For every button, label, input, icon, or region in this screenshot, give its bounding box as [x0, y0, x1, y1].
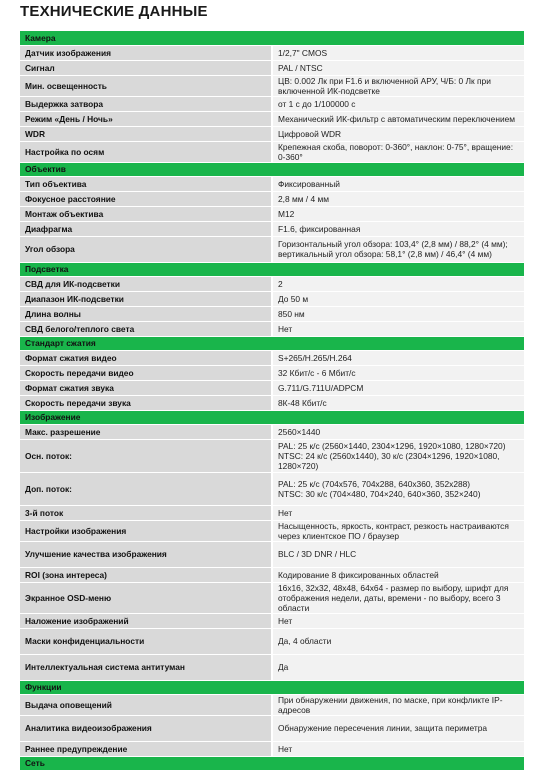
section-header: Подсветка — [20, 262, 524, 276]
spec-key: Настройки изображения — [20, 520, 272, 541]
spec-value: G.711/G.711U/ADPCM — [272, 380, 524, 395]
spec-row — [20, 380, 524, 395]
spec-key: Улучшение качества изображения — [20, 541, 272, 567]
spec-value: ЦВ: 0.002 Лк при F1.6 и включенной АРУ, Ч/Б: 0 Лк при включенной ИК-подсветке — [272, 75, 524, 96]
spec-row — [20, 567, 524, 582]
spec-row — [20, 520, 524, 541]
spec-value: Нет — [272, 321, 524, 336]
spec-row — [20, 75, 524, 96]
spec-value: До 50 м — [272, 291, 524, 306]
spec-value: от 1 с до 1/100000 с — [272, 96, 524, 111]
section-header-row — [20, 336, 524, 350]
spec-row — [20, 111, 524, 126]
spec-key: Интеллектуальная система антитуман — [20, 654, 272, 680]
spec-row — [20, 472, 524, 505]
spec-key: Тип объектива — [20, 176, 272, 191]
spec-row — [20, 321, 524, 336]
section-header: Камера — [20, 31, 524, 45]
spec-value: PAL / NTSC — [272, 60, 524, 75]
spec-row — [20, 45, 524, 60]
spec-table — [20, 31, 524, 771]
section-header-row — [20, 680, 524, 694]
spec-key: Доп. поток: — [20, 472, 272, 505]
spec-row — [20, 306, 524, 321]
spec-row — [20, 236, 524, 262]
spec-row — [20, 96, 524, 111]
spec-row — [20, 613, 524, 628]
spec-key: Монтаж объектива — [20, 206, 272, 221]
spec-key: ROI (зона интереса) — [20, 567, 272, 582]
spec-row — [20, 715, 524, 741]
spec-row — [20, 694, 524, 715]
spec-key: Датчик изображения — [20, 45, 272, 60]
spec-row — [20, 276, 524, 291]
spec-key: Скорость передачи звука — [20, 395, 272, 410]
spec-value: Да, 4 области — [272, 628, 524, 654]
spec-row — [20, 291, 524, 306]
spec-value: F1.6, фиксированная — [272, 221, 524, 236]
spec-row — [20, 60, 524, 75]
section-header-row — [20, 756, 524, 770]
spec-key: СВД для ИК-подсветки — [20, 276, 272, 291]
spec-key: Длина волны — [20, 306, 272, 321]
section-header: Функции — [20, 680, 524, 694]
spec-value: Механический ИК-фильтр с автоматическим переключением — [272, 111, 524, 126]
spec-value: 850 нм — [272, 306, 524, 321]
section-header: Сеть — [20, 756, 524, 770]
spec-row — [20, 350, 524, 365]
spec-key: Формат сжатия видео — [20, 350, 272, 365]
spec-key: Маски конфиденциальности — [20, 628, 272, 654]
spec-row — [20, 541, 524, 567]
spec-value: BLC / 3D DNR / HLC — [272, 541, 524, 567]
spec-value: Крепежная скоба, поворот: 0-360°, наклон: 0-75°, вращение: 0-360° — [272, 141, 524, 162]
page-title: ТЕХНИЧЕСКИЕ ДАННЫЕ — [20, 3, 208, 20]
spec-key: Формат сжатия звука — [20, 380, 272, 395]
section-header: Стандарт сжатия — [20, 336, 524, 350]
spec-key: Выдача оповещений — [20, 694, 272, 715]
spec-key: Режим «День / Ночь» — [20, 111, 272, 126]
spec-key: Экранное OSD-меню — [20, 582, 272, 613]
spec-key: Аналитика видеоизображения — [20, 715, 272, 741]
spec-value: При обнаружении движения, по маске, при конфликте IP-адресов — [272, 694, 524, 715]
spec-row — [20, 505, 524, 520]
spec-row — [20, 221, 524, 236]
spec-value: Нет — [272, 505, 524, 520]
spec-key: Наложение изображений — [20, 613, 272, 628]
spec-key: Раннее предупреждение — [20, 741, 272, 756]
spec-value: 2560×1440 — [272, 424, 524, 439]
spec-key: Макс. разрешение — [20, 424, 272, 439]
section-header-row — [20, 31, 524, 45]
spec-value: 1/2,7" CMOS — [272, 45, 524, 60]
spec-row — [20, 141, 524, 162]
spec-key: Угол обзора — [20, 236, 272, 262]
spec-value: Нет — [272, 741, 524, 756]
spec-value: PAL: 25 к/с (2560×1440, 2304×1296, 1920×1080, 1280×720) NTSC: 24 к/с (2560x1440), 30 к/с (2304×1296, 1920×1080, 1280×720) — [272, 439, 524, 472]
spec-row — [20, 365, 524, 380]
section-header-row — [20, 262, 524, 276]
spec-value: Цифровой WDR — [272, 126, 524, 141]
spec-row — [20, 424, 524, 439]
spec-row — [20, 582, 524, 613]
spec-value: Да — [272, 654, 524, 680]
spec-value: 2,8 мм / 4 мм — [272, 191, 524, 206]
spec-key: Настройка по осям — [20, 141, 272, 162]
spec-key: Диафрагма — [20, 221, 272, 236]
spec-value: Обнаружение пересечения линии, защита периметра — [272, 715, 524, 741]
spec-value: PAL: 25 к/с (704x576, 704x288, 640x360, 352x288) NTSC: 30 к/с (704×480, 704×240, 640×360, 352×240) — [272, 472, 524, 505]
spec-key: Диапазон ИК-подсветки — [20, 291, 272, 306]
spec-table-body — [20, 31, 524, 770]
spec-row — [20, 654, 524, 680]
spec-key: Сигнал — [20, 60, 272, 75]
spec-value: 16x16, 32x32, 48x48, 64x64 - размер по выбору, шрифт для отображения недели, даты, времени - по выбору, всего 3 области — [272, 582, 524, 613]
section-header-row — [20, 162, 524, 176]
spec-row — [20, 126, 524, 141]
spec-row — [20, 395, 524, 410]
spec-value: S+265/H.265/H.264 — [272, 350, 524, 365]
spec-key: Скорость передачи видео — [20, 365, 272, 380]
spec-row — [20, 176, 524, 191]
spec-row — [20, 741, 524, 756]
spec-key: WDR — [20, 126, 272, 141]
section-header: Объектив — [20, 162, 524, 176]
spec-value: Насыщенность, яркость, контраст, резкость настраиваются через клиентское ПО / браузер — [272, 520, 524, 541]
spec-value: 32 Кбит/с - 6 Мбит/с — [272, 365, 524, 380]
spec-value: 8К-48 Кбит/с — [272, 395, 524, 410]
spec-key: 3-й поток — [20, 505, 272, 520]
spec-value: M12 — [272, 206, 524, 221]
spec-row — [20, 628, 524, 654]
spec-row — [20, 191, 524, 206]
spec-key: Выдержка затвора — [20, 96, 272, 111]
spec-value: Горизонтальный угол обзора: 103,4° (2,8 мм) / 88,2° (4 мм); вертикальный угол обзора: 58,1° (2,8 мм) / 46,4° (4 мм) — [272, 236, 524, 262]
spec-row — [20, 206, 524, 221]
spec-row — [20, 439, 524, 472]
section-header-row — [20, 410, 524, 424]
spec-value: Нет — [272, 613, 524, 628]
spec-key: Осн. поток: — [20, 439, 272, 472]
spec-key: Мин. освещенность — [20, 75, 272, 96]
spec-value: 2 — [272, 276, 524, 291]
section-header: Изображение — [20, 410, 524, 424]
spec-value: Фиксированный — [272, 176, 524, 191]
spec-key: Фокусное расстояние — [20, 191, 272, 206]
spec-value: Кодирование 8 фиксированных областей — [272, 567, 524, 582]
spec-key: СВД белого/теплого света — [20, 321, 272, 336]
